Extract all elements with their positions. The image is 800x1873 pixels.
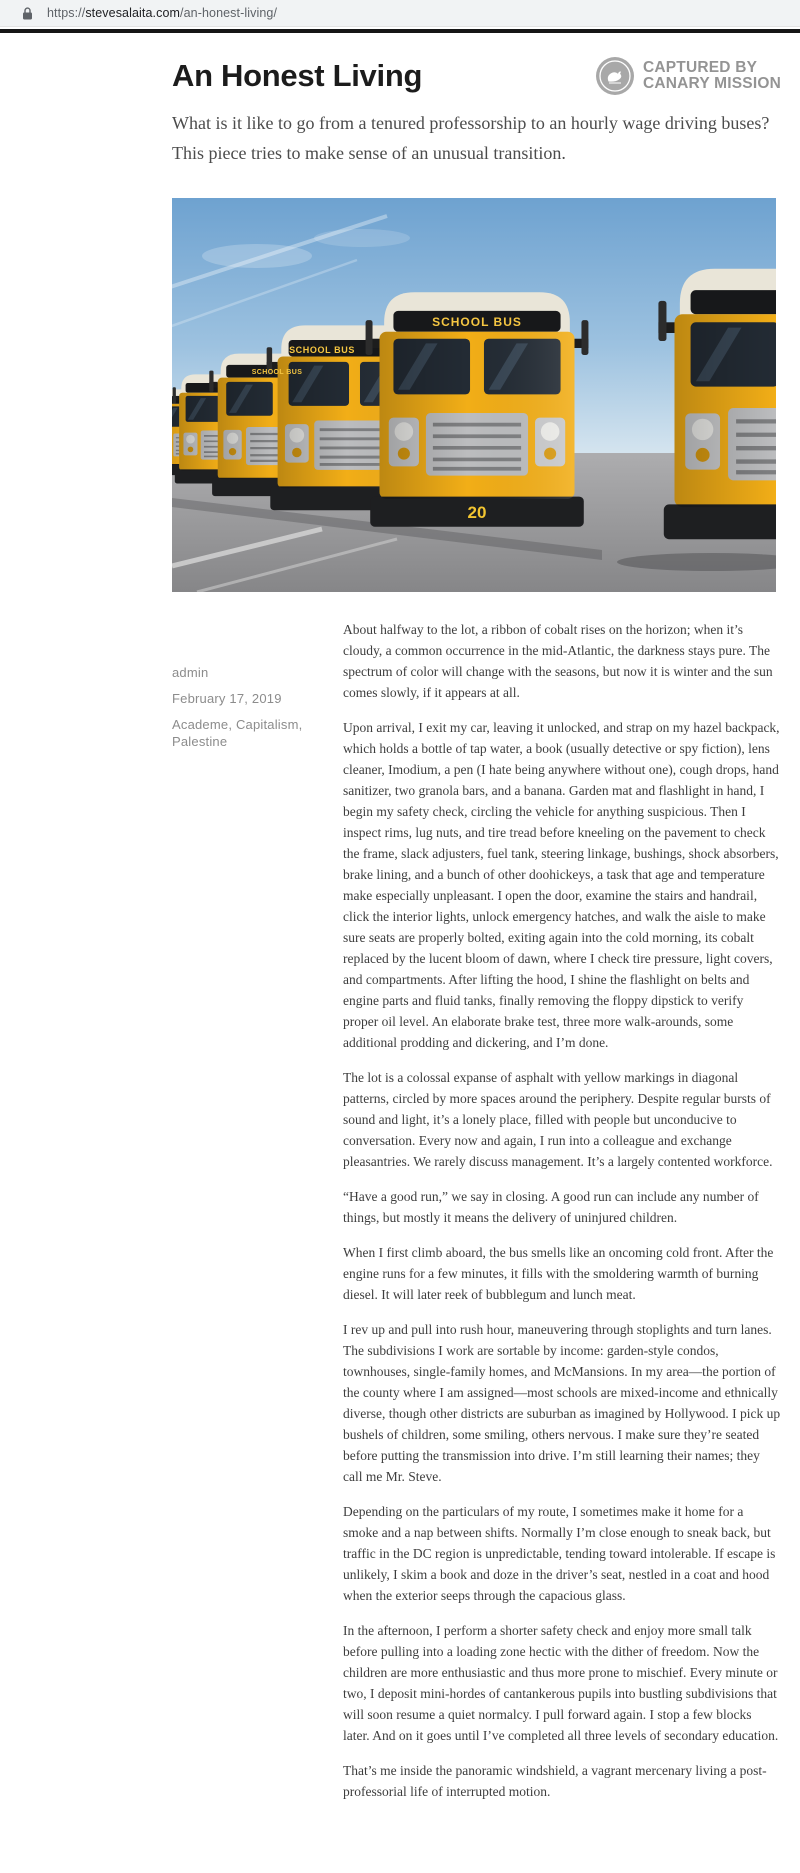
bus-photo <box>172 198 776 592</box>
badge-text <box>643 60 781 92</box>
url-text[interactable] <box>47 6 277 20</box>
post-date-link[interactable]: February 17, 2019 <box>172 691 282 706</box>
bus-number-text: 20 <box>467 503 487 522</box>
article-paragraph: Upon arrival, I exit my car, leaving it unlocked, and strap on my hazel backpack, which holds a bottle of tap water, a book (usually detective or spy fiction), lens cleaner, Imodium, a pen (I hate being anywhere without one), cough drops, hand sanitizer, two granola bars, and a banana. Garden mat and flashlight in hand, I begin my safety check, circling the vehicle for anything suspicious. Then I inspect rims, lug nuts, and tire tread before kneeling on the pavement to check the frame, slack adjusters, fuel tank, steering linkage, bushings, shock absorbers, brake lining, and a bunch of other doohickeys, a task that age and temperature make especially unpleasant. I open the door, examine the stairs and handrail, click the interior lights, unlock emergency hatches, and walk the aisle to make sure seats are properly bolted, exiting again into the cold morning, its cobalt replaced by the lucent bloom of dawn, where I check tire pressure, light covers, and compartments. After lifting the hood, I shine the flashlight on belts and engine parts and fluid tanks, finally removing the floppy dipstick to verify proper oil level. An elaborate brake test, three more walk-arounds, some additional prodding and dickering, and I’m done. <box>343 720 780 1050</box>
article-paragraph: When I first climb aboard, the bus smells like an oncoming cold front. After the engine runs for a few minutes, it fills with the smoldering warmth of burning diesel. It will later reek of bubblegum and lunch meat. <box>343 1245 774 1302</box>
badge-line-captured-by: CAPTURED BY <box>642 59 758 76</box>
article-subtitle: What is it like to go from a tenured professorship to an hourly wage driving buses? This piece tries to make sense of an unusual transition. <box>172 113 770 163</box>
url-domain: stevesalaita.com <box>85 6 181 20</box>
post-meta-column <box>172 619 343 759</box>
url-scheme: https:// <box>47 6 86 20</box>
bus-marquee-text: SCHOOL BUS <box>289 345 355 355</box>
canary-mission-badge <box>596 57 781 95</box>
article-paragraph: Depending on the particulars of my route, I sometimes make it home for a smoke and a nap between shifts. Normally I’m close enough to sneak back, but traffic in the DC region is unpredictable, tending toward intolerable. If escape is unlikely, I skim a book and doze in the driver’s seat, nestled in a coat and hood when the exterior seeps through the capacious glass. <box>343 1504 776 1603</box>
article-paragraph: I rev up and pull into rush hour, maneuvering through stoplights and turn lanes. The subdivisions I work are sortable by income: garden-style condos, townhouses, single-family homes, and McMansions. In my area—the portion of the county where I am assigned—most schools are mixed-income and ethnically diverse, though other districts are suburban as imagined by Hollywood. I pick up bushels of children, some smiling, others nervous. I make sure they’re seated before putting the transmission into drive. I’m still learning their names; they call me Mr. Steve. <box>343 1322 781 1484</box>
article-paragraph: In the afternoon, I perform a shorter safety check and enjoy more small talk before pulling into a loading zone hectic with the dither of freedom. Now the children are more enthusiastic and thus more prone to mischief. Every minute or two, I deposit mini-hordes of cantankerous pupils into bustling subdivisions that will soon resume a quiet normalcy. I pull forward again. I stop a few blocks later. And on it goes until I’ve completed all three levels of secondary education. <box>343 1623 779 1743</box>
browser-address-bar[interactable] <box>0 0 800 27</box>
article-section <box>172 619 781 1816</box>
page-title: An Honest Living <box>172 58 423 93</box>
site-top-border <box>0 29 800 33</box>
bus-marquee-text: SCHOOL BUS <box>432 315 522 329</box>
header-row <box>172 57 781 95</box>
canary-bird-logo-icon <box>596 57 634 95</box>
url-path: /an-honest-living/ <box>180 6 278 20</box>
categories-link[interactable]: Academe, Capitalism, Palestine <box>172 717 303 749</box>
page-container <box>0 57 800 1816</box>
article-paragraph: About halfway to the lot, a ribbon of cobalt rises on the horizon; when it’s cloudy, a common occurrence in the mid-Atlantic, the darkness stays pure. The spectrum of color will change with the seasons, but now it is winter and the sun comes slowly, if it appears at all. <box>343 622 773 700</box>
badge-line-canary-mission: CANARY MISSION <box>642 75 781 92</box>
article-paragraph: “Have a good run,” we say in closing. A good run can include any number of things, but mostly it means the delivery of uninjured children. <box>343 1189 759 1225</box>
article-paragraph: The lot is a colossal expanse of asphalt with yellow markings in diagonal patterns, circled by more spaces around the periphery. Despite regular bursts of sound and light, it’s a lonely place, filled with people but unconducive to conversation. Every now and again, I run into a colleague and exchange pleasantries. We rarely discuss management. It’s a largely contented workforce. <box>343 1070 773 1169</box>
author-link[interactable]: admin <box>172 665 209 680</box>
padlock-icon[interactable] <box>22 7 33 20</box>
article-paragraph: That’s me inside the panoramic windshield, a vagrant mercenary living a post-professorial life of interrupted motion. <box>343 1763 767 1799</box>
article-body <box>343 619 781 1816</box>
bus-marquee-text: SCHOOL BUS <box>251 369 303 376</box>
